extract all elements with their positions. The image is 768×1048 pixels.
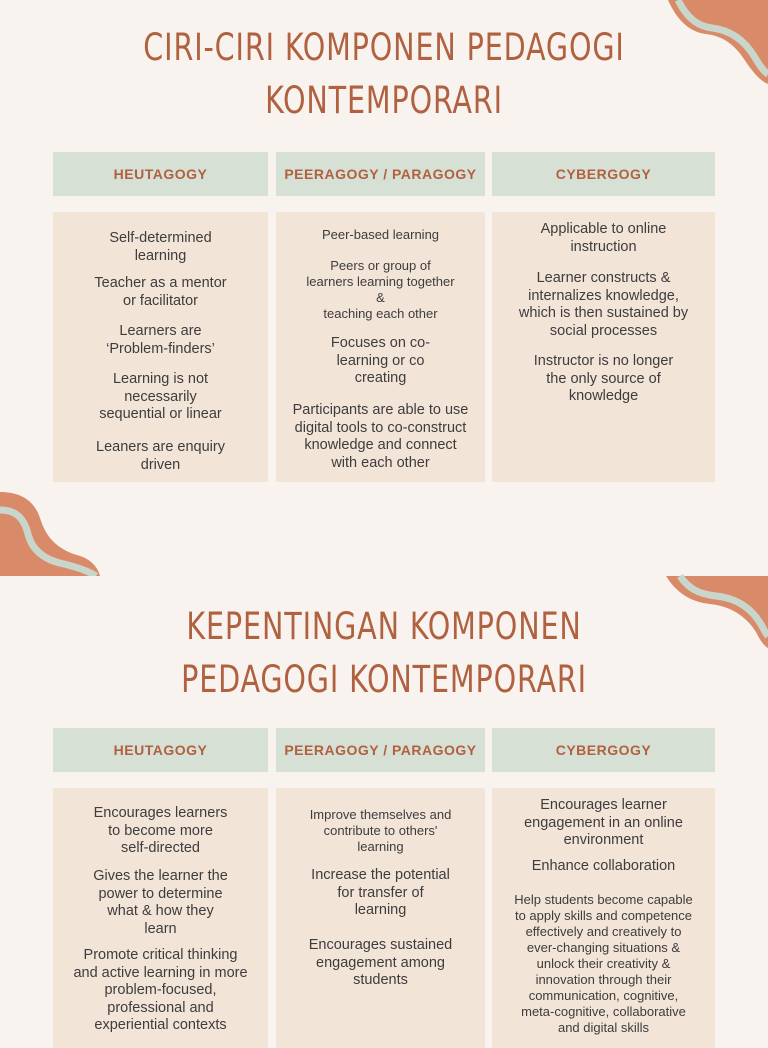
list-item: Encourages learners to become more self-directed (93, 805, 228, 856)
list-item: Enhance collaboration (531, 858, 676, 874)
list-item: Learning is not necessarily sequential or linear (99, 371, 222, 422)
column-header-heutagogy: HEUTAGOGY (53, 728, 268, 772)
page-title: KEPENTINGAN KOMPONEN PEDAGOGI KONTEMPORARI (181, 605, 587, 701)
column-header-cybergogy: CYBERGOGY (492, 728, 715, 772)
column-body-heutagogy (53, 788, 268, 1048)
column-body-cybergogy (492, 788, 715, 1048)
column-body-heutagogy (53, 212, 268, 482)
list-item: Learner constructs & internalizes knowledge, which is then sustained by social processes (518, 270, 689, 339)
list-item: Instructor is no longer the only source of knowledge (533, 353, 674, 404)
column-header-peeragogy: PEERAGOGY / PARAGOGY (276, 728, 485, 772)
list-item: Improve themselves and contribute to others' learning (309, 807, 452, 854)
column-body-peeragogy (276, 788, 485, 1048)
list-item: Peer-based learning (321, 227, 440, 242)
page-title: CIRI-CIRI KOMPONEN PEDAGOGI KONTEMPORARI (143, 26, 625, 122)
wave-decoration-bottom-left (0, 486, 104, 576)
list-item: Promote critical thinking and active learning in more problem-focused, professional and experiential contexts (73, 947, 248, 1033)
list-item: Leaners are enquiry driven (96, 439, 225, 473)
list-item: Focuses on co- learning or co creating (330, 335, 431, 386)
list-item: Gives the learner the power to determine what & how they learn (93, 868, 228, 937)
column-header-cybergogy: CYBERGOGY (492, 152, 715, 196)
list-item: Peers or group of learners learning together & teaching each other (306, 258, 455, 321)
list-item: Encourages sustained engagement among students (308, 937, 453, 988)
column-body-cybergogy (492, 212, 715, 482)
column-header-peeragogy: PEERAGOGY / PARAGOGY (276, 152, 485, 196)
column-body-peeragogy (276, 212, 485, 482)
list-item: Teacher as a mentor or facilitator (94, 275, 227, 309)
list-item: Learners are ‘Problem-finders’ (106, 323, 215, 357)
list-item: Increase the potential for transfer of learning (311, 867, 450, 918)
list-item: Participants are able to use digital tools to co-construct knowledge and connect with each other (292, 402, 469, 471)
list-item: Help students become capable to apply skills and competence effectively and creatively to ever-changing situations & unlock their creativity & innovation through their communication, cognitive, meta-cognitive, collaborative and digital skills (514, 892, 693, 1035)
list-item: Applicable to online instruction (540, 221, 667, 255)
list-item: Encourages learner engagement in an online environment (524, 797, 683, 848)
column-header-heutagogy: HEUTAGOGY (53, 152, 268, 196)
list-item: Self-determined learning (109, 230, 212, 264)
slide-importance (0, 576, 768, 1035)
